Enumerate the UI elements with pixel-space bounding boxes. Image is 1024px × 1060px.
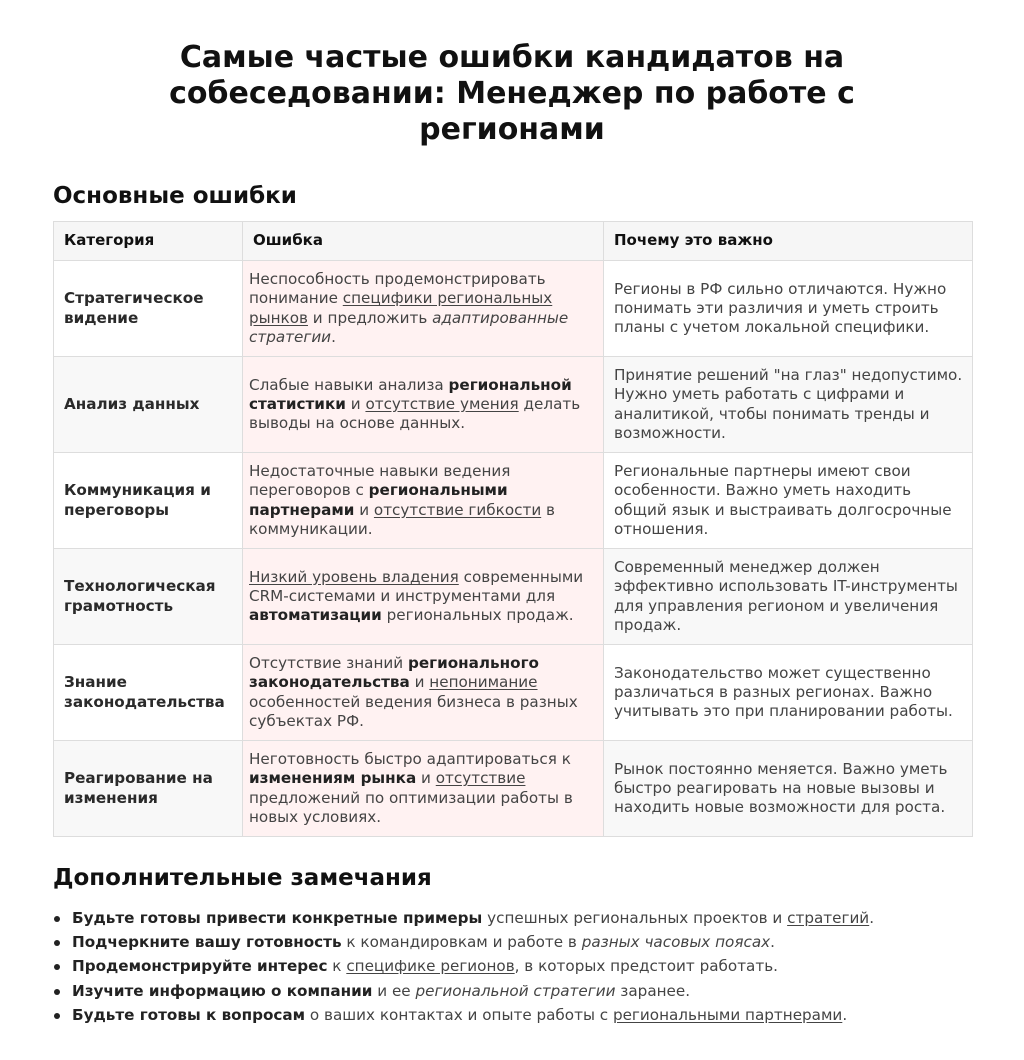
bold-text: региональными партнерами	[249, 481, 508, 519]
underlined-text: региональными партнерами	[612, 1005, 843, 1024]
table-row	[54, 549, 973, 645]
reason-cell: Законодательство может существенно различаться в разных регионах. Важно учитывать это при планировании работы.	[604, 645, 973, 741]
text-segment: Недостаточные навыки ведения переговоров с	[249, 462, 511, 500]
bold-text: региональной статистики	[249, 375, 572, 413]
text-segment: делать выводы на основе данных.	[249, 394, 581, 433]
reason-cell: Региональные партнеры имеют свои особенности. Важно уметь находить общий язык и выстраивать долгосрочные отношения.	[604, 453, 973, 549]
underlined-text: специфики региональных рынков	[249, 289, 553, 327]
section-heading-main-errors: Основные ошибки	[53, 183, 297, 209]
notes-list	[53, 906, 874, 1027]
bold-text: автоматизации	[249, 606, 382, 625]
text-segment: и ее	[372, 981, 416, 1000]
error-cell	[243, 741, 604, 837]
list-item	[53, 930, 874, 954]
category-cell: Стратегическое видение	[54, 261, 243, 357]
table-row	[54, 453, 973, 549]
text-segment: .	[331, 327, 336, 346]
error-cell	[243, 645, 604, 741]
list-item	[53, 1003, 874, 1027]
underlined-text: отсутствие умения	[365, 394, 519, 413]
list-item	[53, 979, 874, 1003]
italic-text: разных часовых поясах	[581, 933, 771, 952]
errors-table	[53, 221, 973, 837]
page-title-line: Самые частые ошибки кандидатов на	[179, 40, 845, 75]
table-row	[54, 261, 973, 357]
category-cell: Анализ данных	[54, 357, 243, 453]
text-segment: Неготовность быстро адаптироваться к	[249, 750, 571, 769]
text-segment: особенностей ведения бизнеса в разных субъектах РФ.	[249, 692, 578, 730]
bold-text: Будьте готовы к вопросам	[72, 1005, 306, 1024]
text-segment: Слабые навыки анализа	[249, 375, 449, 394]
text-segment: к	[327, 957, 347, 976]
bold-text: регионального законодательства	[249, 654, 539, 692]
error-cell	[243, 549, 604, 645]
underlined-text: отсутствие гибкости	[373, 500, 542, 519]
text-segment: к командировкам и работе в	[341, 933, 582, 952]
list-item	[53, 954, 874, 978]
text-segment: , в которых предстоит работать.	[514, 957, 778, 976]
bold-text: Продемонстрируйте интерес	[72, 957, 328, 976]
column-header-error: Ошибка	[243, 222, 604, 261]
error-cell	[243, 261, 604, 357]
table-row	[54, 357, 973, 453]
underlined-text: отсутствие	[435, 769, 526, 788]
bold-text: Подчеркните вашу готовность	[72, 933, 342, 952]
text-segment: и	[416, 769, 436, 788]
text-segment: и предложить	[307, 308, 433, 327]
page-title	[0, 40, 1024, 148]
text-segment: и	[345, 394, 366, 413]
page-title-line: собеседовании: Менеджер по работе с	[169, 76, 855, 111]
error-cell	[243, 357, 604, 453]
underlined-text: непонимание	[429, 673, 538, 692]
text-segment: современными CRM-системами и инструментами для	[249, 567, 584, 605]
reason-cell: Регионы в РФ сильно отличаются. Нужно понимать эти различия и уметь строить планы с учетом локальной специфики.	[604, 261, 973, 357]
category-cell: Коммуникация и переговоры	[54, 453, 243, 549]
underlined-text: стратегий	[787, 909, 870, 927]
text-segment: о ваших контактах и опыте работы с	[305, 1005, 613, 1024]
text-segment: Неспособность продемонстрировать понимание	[249, 270, 546, 308]
table-row	[54, 645, 973, 741]
page-title-line: регионами	[419, 112, 605, 147]
bold-text: Будьте готовы привести конкретные примеры	[72, 909, 483, 927]
text-segment: предложений по оптимизации работы в новых условиях.	[249, 788, 573, 826]
italic-text: адаптированные стратегии	[249, 308, 569, 346]
text-segment: и	[409, 673, 430, 692]
table-row	[54, 741, 973, 837]
category-cell: Знание законодательства	[54, 645, 243, 741]
text-segment: .	[842, 1005, 848, 1024]
section-heading-additional-notes: Дополнительные замечания	[53, 865, 432, 891]
bold-text: изменениям рынка	[249, 769, 417, 788]
text-segment: региональных продаж.	[381, 606, 574, 625]
error-cell	[243, 453, 604, 549]
category-cell: Технологическая грамотность	[54, 549, 243, 645]
text-segment: и	[354, 500, 374, 519]
reason-cell: Рынок постоянно меняется. Важно уметь быстро реагировать на новые вызовы и находить новые возможности для роста.	[604, 741, 973, 837]
bold-text: Изучите информацию о компании	[72, 981, 373, 1000]
text-segment: Отсутствие знаний	[249, 654, 408, 673]
underlined-text: специфике регионов	[346, 957, 515, 976]
text-segment: успешных региональных проектов и	[482, 909, 788, 927]
column-header-category: Категория	[54, 222, 243, 261]
list-item	[53, 906, 874, 930]
italic-text: региональной стратегии	[415, 981, 616, 1000]
text-segment: в коммуникации.	[249, 500, 555, 538]
reason-cell: Современный менеджер должен эффективно использовать IT-инструменты для управления регионом и увеличения продаж.	[604, 549, 973, 645]
text-segment: .	[869, 909, 875, 927]
underlined-text: Низкий уровень владения	[249, 567, 459, 586]
text-segment: .	[770, 933, 775, 952]
category-cell: Реагирование на изменения	[54, 741, 243, 837]
table-header-row	[54, 222, 973, 261]
text-segment: заранее.	[615, 981, 691, 1000]
column-header-why: Почему это важно	[604, 222, 973, 261]
reason-cell: Принятие решений "на глаз" недопустимо. Нужно уметь работать с цифрами и аналитикой, чтобы понимать тренды и возможности.	[604, 357, 973, 453]
